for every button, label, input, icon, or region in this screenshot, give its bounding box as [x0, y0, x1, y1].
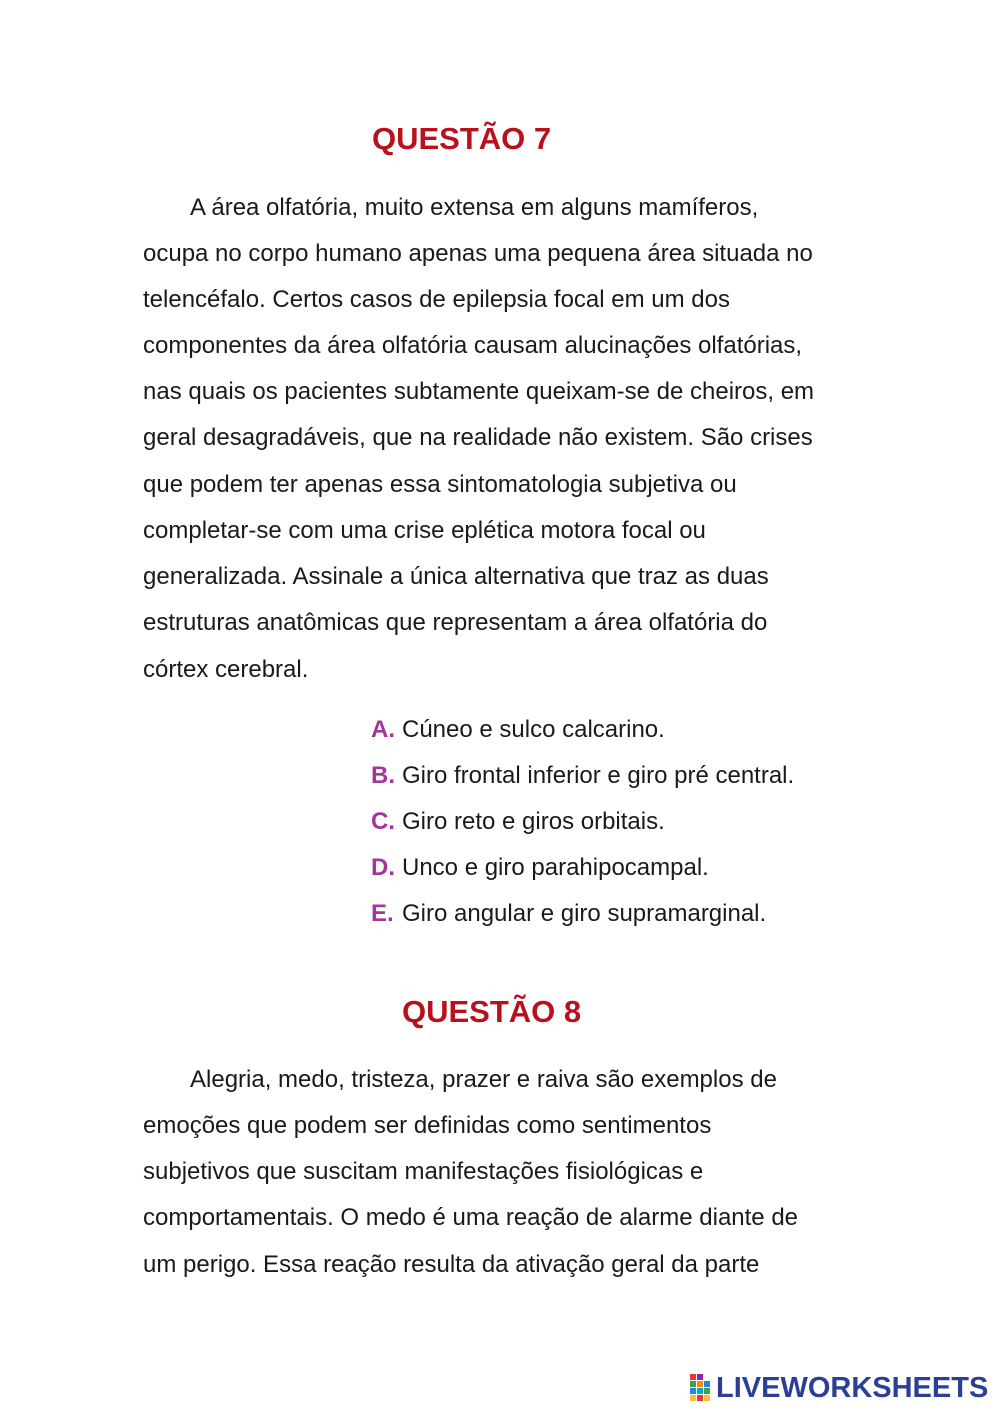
option-letter: C.: [371, 808, 395, 835]
paragraph-line: telencéfalo. Certos casos de epilepsia focal em um dos: [143, 286, 730, 313]
paragraph-line: completar-se com uma crise eplética motora focal ou: [143, 517, 706, 544]
option-c[interactable]: [371, 808, 665, 836]
option-text: Giro reto e giros orbitais.: [402, 808, 665, 835]
option-text: Unco e giro parahipocampal.: [402, 854, 709, 881]
option-a[interactable]: [371, 716, 665, 744]
paragraph-line: Alegria, medo, tristeza, prazer e raiva são exemplos de: [190, 1066, 777, 1093]
paragraph-line: estruturas anatômicas que representam a área olfatória do: [143, 609, 768, 636]
paragraph-line: generalizada. Assinale a única alternativa que traz as duas: [143, 563, 769, 590]
question-7-title: QUESTÃO 7: [372, 121, 552, 156]
paragraph-line: emoções que podem ser definidas como sentimentos: [143, 1112, 712, 1139]
option-text: Giro frontal inferior e giro pré central.: [402, 762, 795, 789]
question-8-title: QUESTÃO 8: [402, 994, 582, 1029]
brand-name: LIVEWORKSHEETS: [716, 1371, 989, 1404]
liveworksheets-brand[interactable]: [690, 1373, 988, 1403]
option-b[interactable]: [371, 762, 794, 790]
paragraph-line: que podem ter apenas essa sintomatologia subjetiva ou: [143, 471, 737, 498]
paragraph-line: um perigo. Essa reação resulta da ativação geral da parte: [143, 1251, 760, 1278]
paragraph-line: subjetivos que suscitam manifestações fisiológicas e: [143, 1158, 704, 1185]
option-text: Giro angular e giro supramarginal.: [402, 900, 767, 927]
paragraph-line: componentes da área olfatória causam alucinações olfatórias,: [143, 332, 803, 359]
paragraph-line: A área olfatória, muito extensa em alguns mamíferos,: [190, 194, 759, 221]
paragraph-line: córtex cerebral.: [143, 656, 309, 683]
option-letter: B.: [371, 762, 395, 789]
option-letter: A.: [371, 716, 395, 743]
option-e[interactable]: [371, 900, 766, 928]
liveworksheets-logo-icon: [690, 1374, 712, 1402]
option-text: Cúneo e sulco calcarino.: [402, 716, 665, 743]
paragraph-line: ocupa no corpo humano apenas uma pequena área situada no: [143, 240, 813, 267]
option-d[interactable]: [371, 854, 709, 882]
option-letter: D.: [371, 854, 395, 881]
paragraph-line: geral desagradáveis, que na realidade não existem. São crises: [143, 424, 813, 451]
option-letter: E.: [371, 900, 394, 927]
paragraph-line: comportamentais. O medo é uma reação de alarme diante de: [143, 1204, 799, 1231]
paragraph-line: nas quais os pacientes subtamente queixam-se de cheiros, em: [143, 378, 815, 405]
